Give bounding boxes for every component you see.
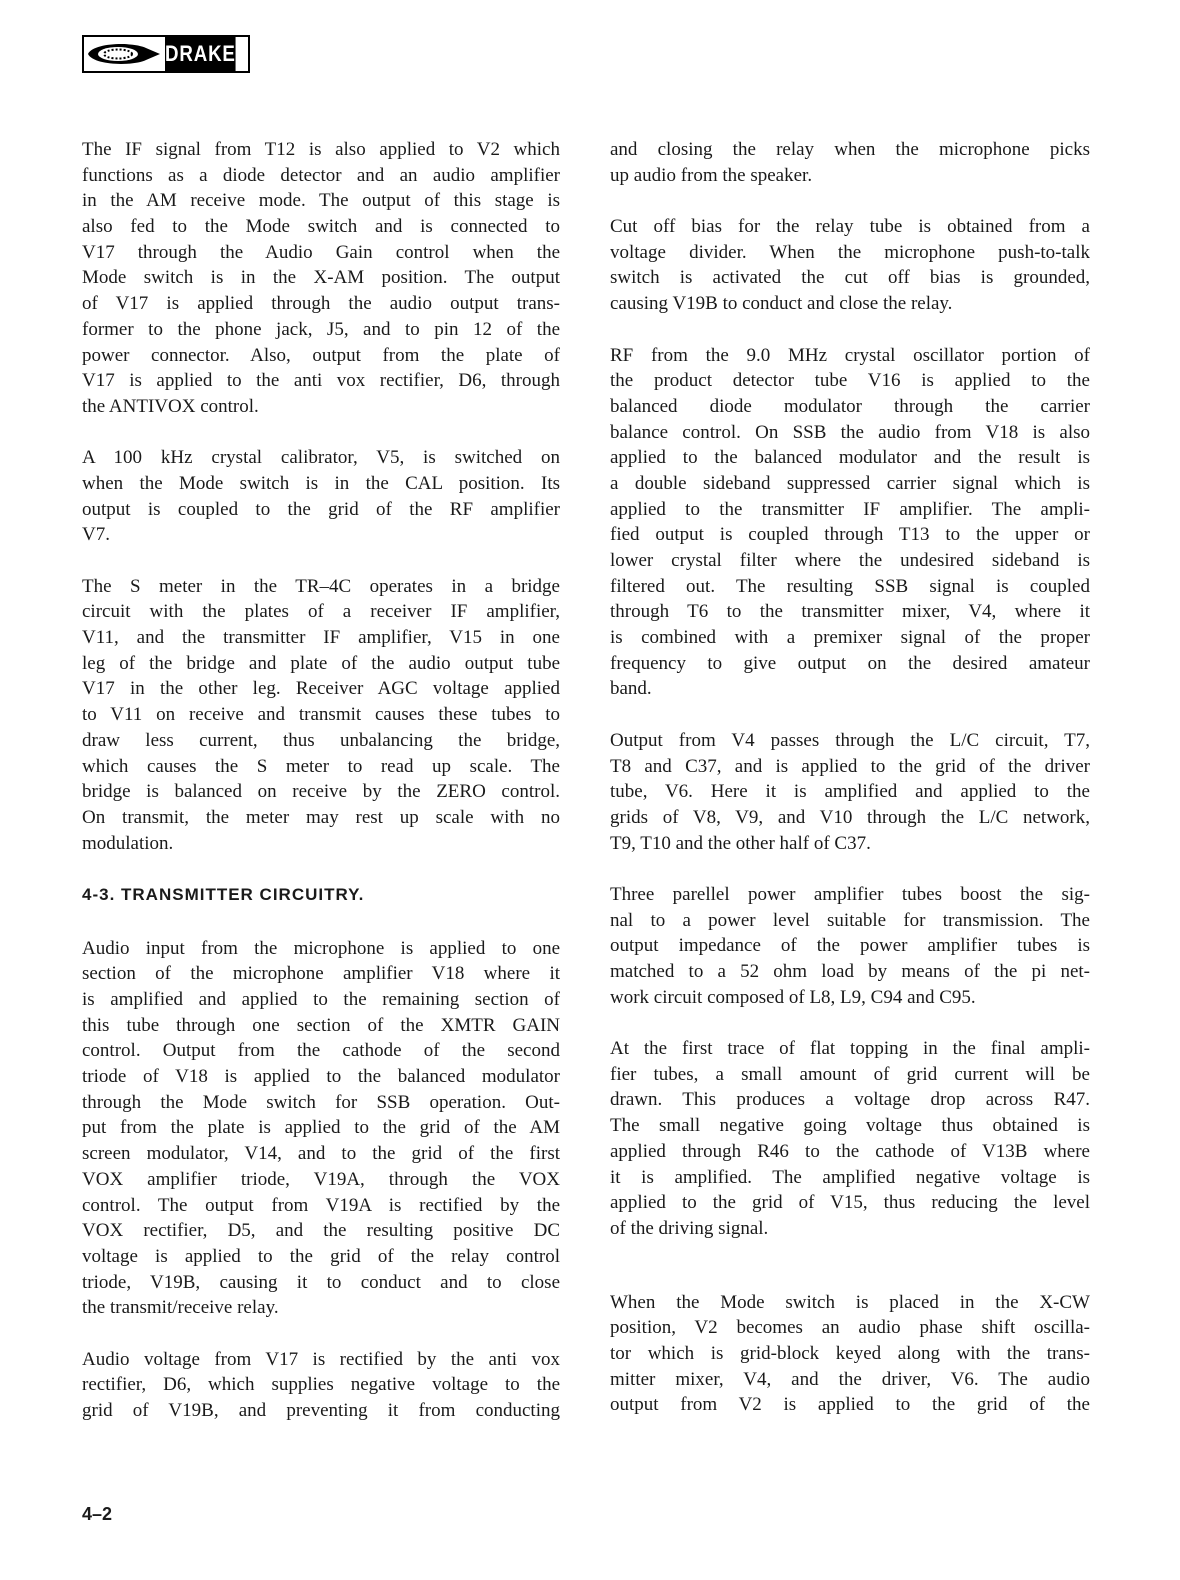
text-line: V11, and the transmitter IF amplifier, V15 in one [82,627,560,649]
text-line: up audio from the speaker. [610,164,813,186]
text-line: VOX rectifier, D5, and the resulting positive DC [82,1220,560,1242]
paragraph [610,137,1090,188]
text-line: drawn. This produces a voltage drop across R47. [610,1089,1090,1111]
text-line: matched to a 52 ohm load by means of the pi net- [610,961,1090,982]
text-line: triode of V18 is applied to the balanced modulator [82,1066,560,1088]
text-line: a double sideband suppressed carrier signal which is [610,472,1090,494]
text-line: of V17 is applied through the audio output trans- [82,293,560,315]
drake-emblem-icon [84,37,165,71]
text-line: applied through R46 to the cathode of V13B where [610,1140,1090,1162]
text-line: filtered out. The resulting SSB signal is coupled [610,575,1090,597]
text-line: of the driving signal. [610,1217,769,1239]
section-heading: 4-3. TRANSMITTER CIRCUITRY. [82,884,365,904]
text-line: voltage divider. When the microphone push-to-talk [610,241,1090,263]
text-line: lower crystal filter where the undesired sideband is [610,550,1090,571]
paragraph [82,445,560,548]
left-column [82,137,560,1449]
text-line: modulation. [82,832,174,854]
text-line: T8 and C37, and is applied to the grid of the driver [610,755,1090,777]
text-line: the transmit/receive relay. [82,1297,279,1319]
text-line: the product detector tube V16 is applied to the [610,370,1090,392]
paragraph [610,214,1090,317]
text-line: tube, V6. Here it is amplified and applied to the [610,781,1090,803]
text-line: when the Mode switch is in the CAL position. Its [82,472,560,494]
text-line: in the AM receive mode. The output of this stage is [82,190,560,212]
text-line: balance control. On SSB the audio from V18 is also [610,421,1090,443]
text-line: work circuit composed of L8, L9, C94 and C95. [610,986,976,1008]
text-line: through T6 to the transmitter mixer, V4, where it [610,601,1090,623]
text-line: causing V19B to conduct and close the relay. [610,293,953,315]
text-line: VOX amplifier triode, V19A, through the VOX [82,1168,560,1190]
text-line: power connector. Also, output from the plate of [82,344,560,366]
text-line: Audio input from the microphone is applied to one [82,937,560,959]
text-line: V17 is applied to the anti vox rectifier, D6, through [82,370,560,392]
text-line: grid of V19B, and preventing it from conducting [82,1400,560,1421]
text-line: nal to a power level suitable for transmission. The [610,909,1090,931]
logo-wordmark: DRAKE [165,37,236,71]
text-line: which causes the S meter to read up scale. The [82,755,560,777]
paragraph [82,137,560,420]
text-line: Output from V4 passes through the L/C circuit, T7, [610,729,1090,751]
text-line: applied to the grid of V15, thus reducing the level [610,1192,1090,1214]
text-line: leg of the bridge and plate of the audio output tube [82,652,560,674]
text-line: tor which is grid-block keyed along with the trans- [610,1342,1090,1364]
text-line: the ANTIVOX control. [82,395,259,417]
text-line: this tube through one section of the XMTR GAIN [82,1014,560,1036]
text-line: through the Mode switch for SSB operation. Out- [82,1091,560,1113]
text-line: bridge is balanced on receive by the ZERO control. [82,781,560,803]
text-line: Cut off bias for the relay tube is obtained from a [610,216,1090,238]
text-line: Three parellel power amplifier tubes boost the sig- [610,883,1090,905]
text-line: T9, T10 and the other half of C37. [610,832,871,854]
text-line: is amplified and applied to the remaining section of [82,989,560,1010]
paragraph [610,728,1090,856]
text-line: also fed to the Mode switch and is connected to [82,216,560,238]
text-line: switch is activated the cut off bias is grounded, [610,267,1090,289]
text-line: control. The output from V19A is rectified by the [82,1194,560,1216]
text-line: to V11 on receive and transmit causes these tubes to [82,704,560,726]
paragraph [82,936,560,1321]
text-line: The IF signal from T12 is also applied to V2 which [82,139,560,160]
text-line: output from V2 is applied to the grid of the [610,1394,1090,1416]
text-line: rectifier, D6, which supplies negative voltage to the [82,1374,560,1396]
text-line: V7. [82,524,110,546]
text-line: voltage is applied to the grid of the relay control [82,1245,560,1267]
text-line: control. Output from the cathode of the second [82,1040,560,1062]
paragraph [610,1036,1090,1242]
page-number: 4–2 [82,1504,113,1524]
text-line: V17 in the other leg. Receiver AGC voltage applied [82,678,560,700]
text-line: A 100 kHz crystal calibrator, V5, is switched on [82,447,560,469]
text-line: At the first trace of flat topping in the final ampli- [610,1038,1090,1060]
text-line: balanced diode modulator through the carrier [610,395,1090,417]
text-line: applied to the transmitter IF amplifier. The ampli- [610,498,1090,520]
right-column [610,137,1090,1444]
text-line: position, V2 becomes an audio phase shift oscilla- [610,1317,1090,1339]
text-line: frequency to give output on the desired amateur [610,652,1090,674]
text-line: applied to the balanced modulator and the result is [610,447,1090,469]
text-line: The S meter in the TR–4C operates in a bridge [82,575,560,597]
text-line: RF from the 9.0 MHz crystal oscillator portion of [610,344,1090,366]
text-line: and closing the relay when the microphone picks [610,139,1090,160]
text-line: When the Mode switch is placed in the X-CW [610,1291,1090,1313]
text-line: grids of V8, V9, and V10 through the L/C network, [610,806,1090,828]
drake-logo [82,35,250,73]
text-line: put from the plate is applied to the grid of the AM [82,1117,560,1139]
text-line: section of the microphone amplifier V18 where it [82,963,560,985]
text-line: Mode switch is in the X-AM position. The output [82,267,560,289]
text-line: band. [610,678,652,700]
paragraph [82,574,560,857]
text-line: Audio voltage from V17 is rectified by the anti vox [82,1348,560,1370]
text-line: mitter mixer, V4, and the driver, V6. The audio [610,1368,1090,1390]
text-line: is combined with a premixer signal of the proper [610,627,1090,649]
paragraph [82,1347,560,1424]
text-line: The small negative going voltage thus obtained is [610,1115,1090,1137]
text-line: V17 through the Audio Gain control when the [82,241,560,263]
text-line: screen modulator, V14, and to the grid of the first [82,1143,560,1165]
text-line: functions as a diode detector and an audio amplifier [82,164,560,186]
paragraph [610,882,1090,1010]
text-line: output impedance of the power amplifier tubes is [610,935,1090,957]
text-line: On transmit, the meter may rest up scale with no [82,806,560,828]
paragraph [610,1290,1090,1418]
paragraph [610,343,1090,703]
text-line: triode, V19B, causing it to conduct and to close [82,1271,560,1293]
text-line: output is coupled to the grid of the RF amplifier [82,498,560,520]
text-line: former to the phone jack, J5, and to pin 12 of the [82,318,560,340]
text-line: draw less current, thus unbalancing the bridge, [82,729,560,751]
text-line: fier tubes, a small amount of grid current will be [610,1063,1090,1085]
text-line: circuit with the plates of a receiver IF amplifier, [82,601,560,623]
text-line: it is amplified. The amplified negative voltage is [610,1166,1090,1188]
text-line: fied output is coupled through T13 to the upper or [610,524,1090,546]
